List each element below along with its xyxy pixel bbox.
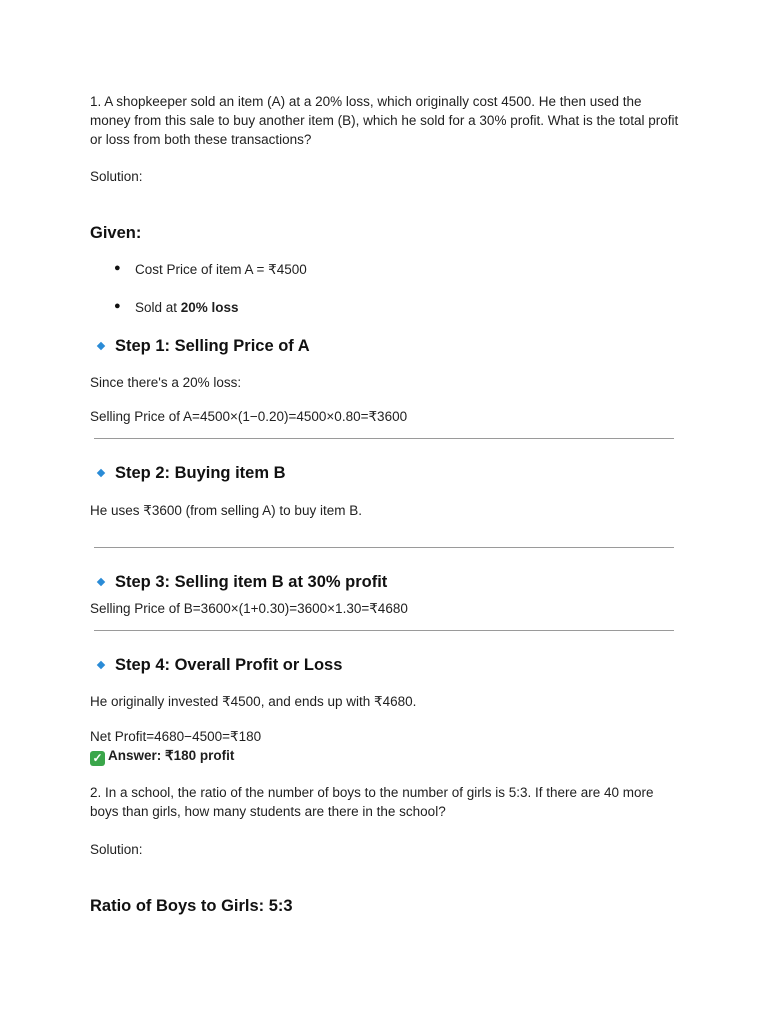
divider — [94, 438, 674, 439]
step-1-line-1: Since there's a 20% loss: — [90, 375, 242, 390]
diamond-icon — [97, 342, 105, 350]
step-1-heading: Step 1: Selling Price of A — [115, 337, 310, 355]
solution-label-2: Solution: — [90, 842, 143, 857]
step-4-line-2: Net Profit=4680−4500=₹180 — [90, 729, 262, 744]
given-item-cost-price: Cost Price of item A = ₹4500 — [135, 262, 307, 277]
divider — [94, 630, 674, 631]
question-1-text: 1. A shopkeeper sold an item (A) at a 20% loss, which originally cost 4500. He then used the money from this sale to buy another item (B), which he sold for a 30% profit. What is the total profit or loss from both these transactions? — [90, 94, 679, 147]
diamond-icon — [97, 578, 105, 586]
step-2-line-1: He uses ₹3600 (from selling A) to buy item B. — [90, 503, 362, 518]
step-1-line-2: Selling Price of A=4500×(1−0.20)=4500×0.80=₹3600 — [90, 409, 408, 424]
diamond-icon — [97, 661, 105, 669]
answer-line: ✓ Answer: ₹180 profit — [90, 746, 234, 766]
step-2-heading: Step 2: Buying item B — [115, 464, 286, 482]
given-item-sold-at: Sold at 20% loss — [135, 300, 239, 315]
step-3-line-1: Selling Price of B=3600×(1+0.30)=3600×1.30=₹4680 — [90, 601, 408, 616]
given-heading: Given: — [90, 224, 142, 242]
step-4-heading: Step 4: Overall Profit or Loss — [115, 656, 343, 674]
divider — [94, 547, 674, 548]
question-2-text: 2. In a school, the ratio of the number of boys to the number of girls is 5:3. If there are 40 more boys than girls, how many students are there in the school? — [90, 785, 654, 819]
check-mark-icon: ✓ — [90, 751, 105, 766]
step-3-heading: Step 3: Selling item B at 30% profit — [115, 573, 388, 591]
diamond-icon — [97, 469, 105, 477]
solution-label-1: Solution: — [90, 169, 143, 184]
step-4-line-1: He originally invested ₹4500, and ends up with ₹4680. — [90, 694, 417, 709]
bullet-dot-icon: ● — [114, 300, 121, 312]
bullet-dot-icon: ● — [114, 262, 121, 274]
ratio-heading: Ratio of Boys to Girls: 5:3 — [90, 897, 293, 915]
